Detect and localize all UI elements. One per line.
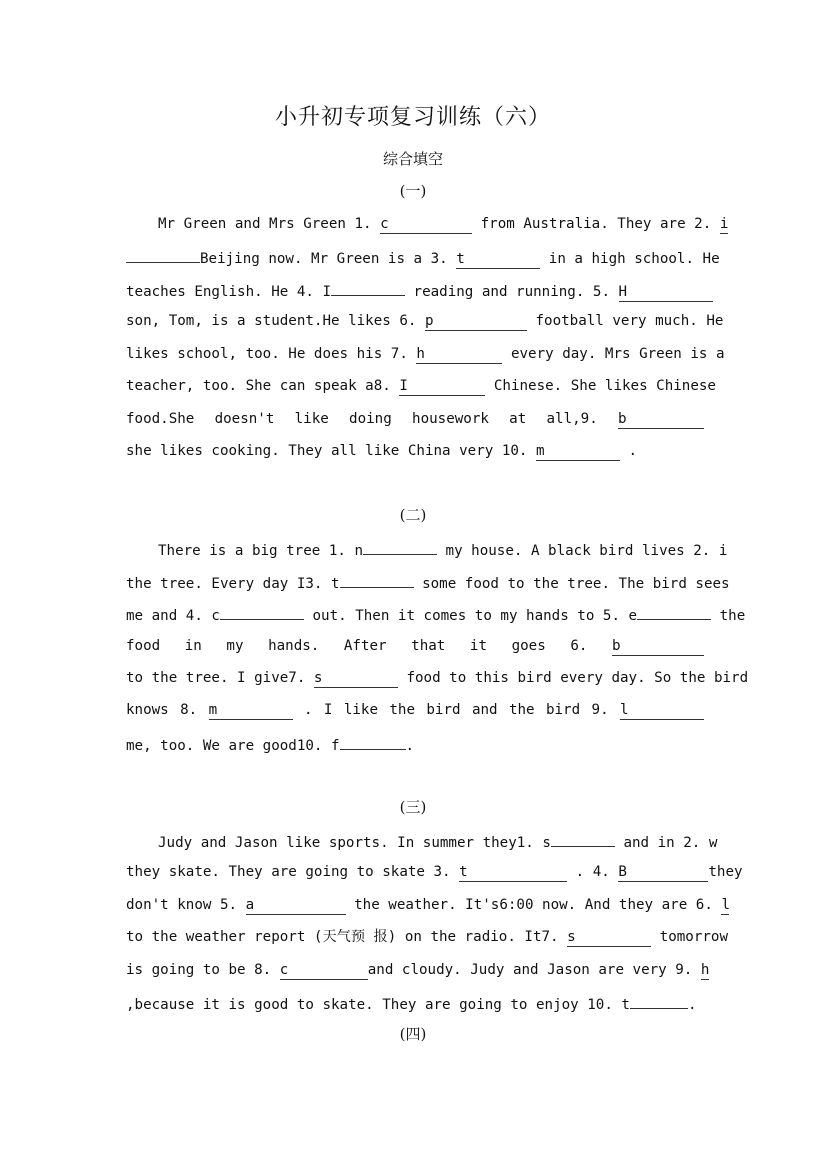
text-line: they skate. They are going to skate 3. t . 4. B they — [126, 864, 743, 880]
text-line: Mr Green and Mrs Green 1. c from Australia. They are 2. i — [158, 216, 729, 232]
text-line: Judy and Jason like sports. In summer they1. s and in 2. w — [158, 828, 704, 852]
text-line: she likes cooking. They all like China very 10. m . — [126, 443, 638, 459]
text-line: teaches English. He 4. I reading and running. 5. H — [126, 277, 704, 301]
answer-blank[interactable]: s — [567, 928, 651, 947]
answer-blank[interactable]: c — [380, 215, 472, 234]
answer-blank[interactable]: l — [620, 701, 704, 720]
text-line: food in my hands. After that it goes 6. b — [126, 634, 704, 658]
answer-blank[interactable]: p — [425, 312, 527, 331]
text-line: food.She doesn't like doing housework at all,9. b — [126, 407, 704, 431]
text-line: the tree. Every day I3. t some food to the tree. The bird sees — [126, 569, 704, 593]
answer-blank[interactable] — [340, 731, 406, 750]
text-line: ,because it is good to skate. They are going to enjoy 10. t . — [126, 990, 704, 1014]
answer-blank[interactable] — [220, 601, 304, 620]
answer-blank[interactable] — [630, 990, 688, 1009]
text-line: teacher, too. She can speak a8. I Chinese. She likes Chinese — [126, 378, 716, 394]
section-heading: (二) — [399, 506, 427, 524]
answer-blank[interactable] — [637, 601, 711, 620]
answer-blank[interactable] — [331, 277, 405, 296]
text-line: don't know 5. a the weather. It's6:00 now. And they are 6. l — [126, 897, 730, 913]
section-heading: (三) — [399, 798, 427, 816]
text-line: me and 4. c out. Then it comes to my hands to 5. e the — [126, 601, 704, 625]
answer-blank[interactable] — [340, 569, 414, 588]
section-heading: (一) — [399, 182, 427, 200]
answer-blank[interactable]: m — [209, 701, 293, 720]
section-heading: (四) — [399, 1025, 427, 1043]
answer-blank[interactable]: s — [314, 669, 398, 688]
answer-blank[interactable] — [126, 244, 200, 263]
text-line: There is a big tree 1. n my house. A black bird lives 2. i — [158, 536, 704, 560]
text-line: is going to be 8. c and cloudy. Judy and Jason are very 9. h — [126, 962, 710, 978]
answer-blank[interactable]: i — [719, 216, 729, 232]
page-subtitle: 综合填空 — [382, 150, 443, 168]
text-line: likes school, too. He does his 7. h every day. Mrs Green is a — [126, 346, 725, 362]
answer-blank[interactable]: t — [459, 863, 567, 882]
answer-blank[interactable]: H — [619, 283, 713, 302]
answer-blank[interactable]: m — [536, 442, 620, 461]
page-title: 小升初专项复习训练（六） — [274, 105, 551, 130]
text-line: Beijing now. Mr Green is a 3. t in a high school. He — [126, 244, 704, 268]
answer-blank[interactable]: a — [246, 896, 346, 915]
answer-blank[interactable]: B — [618, 863, 708, 882]
text-line: to the tree. I give7. s food to this bird every day. So the bird — [126, 670, 749, 686]
text-line: to the weather report (天气预 报) on the radio. It7. s tomorrow — [126, 929, 728, 945]
answer-blank[interactable]: b — [618, 410, 704, 429]
answer-blank[interactable]: h — [416, 345, 502, 364]
answer-blank[interactable]: b — [612, 637, 704, 656]
answer-blank[interactable]: l — [721, 897, 730, 913]
answer-blank[interactable] — [551, 828, 615, 847]
answer-blank[interactable]: h — [700, 962, 710, 978]
answer-blank[interactable]: t — [456, 250, 540, 269]
answer-blank[interactable]: c — [280, 961, 368, 980]
text-line: me, too. We are good10. f . — [126, 731, 704, 755]
answer-blank[interactable]: I — [399, 377, 485, 396]
text-line: son, Tom, is a student.He likes 6. p football very much. He — [126, 313, 724, 329]
answer-blank[interactable] — [363, 536, 437, 555]
text-line: knows 8. m . I like the bird and the bird 9. l — [126, 698, 704, 722]
